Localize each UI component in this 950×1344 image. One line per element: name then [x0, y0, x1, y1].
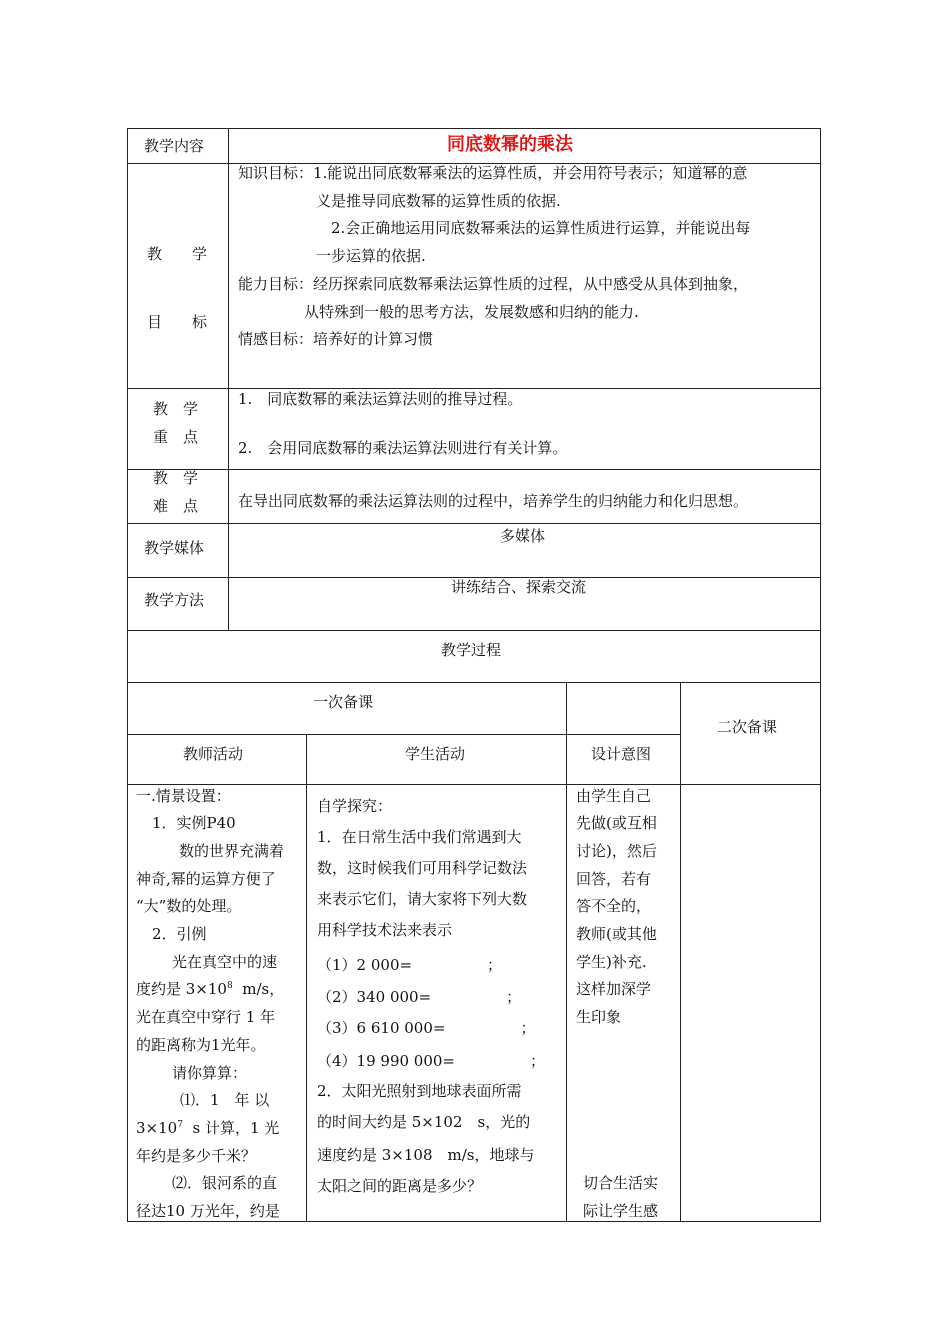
- teacher-line: 年约是多少千米？: [136, 1147, 257, 1165]
- design-line: 际让学生感: [583, 1202, 659, 1220]
- speed-value: 度约是 3×10: [136, 980, 227, 998]
- design-line: 答不全的，: [576, 897, 652, 915]
- student-line: 1．在日常生活中我们常遇到大: [317, 828, 522, 846]
- calc-value: 3×10: [136, 1119, 178, 1137]
- key-point-2: 2. 会用同底数幂的乘法运算法则进行有关计算。: [238, 439, 568, 457]
- table-border: [306, 734, 307, 1222]
- goal-ability-a: 能力目标：经历探索同底数幂乘法运算性质的过程，从中感受从具体到抽象，: [238, 275, 749, 293]
- teacher-line: 2．引例: [152, 925, 207, 943]
- teacher-line: 径达10 万光年，约是: [136, 1202, 280, 1220]
- key-label-1: 教 学: [153, 400, 199, 418]
- teacher-line: 光在真空中的速: [172, 953, 278, 971]
- teacher-line: 神奇,幂的运算方便了: [136, 870, 276, 888]
- design-line: 教师(或其他: [576, 925, 657, 943]
- table-border: [127, 128, 128, 1222]
- design-line: 先做(或互相: [576, 814, 657, 832]
- student-line: （3）6 610 000= ；: [317, 1019, 536, 1037]
- method-value: 讲练结合、探索交流: [451, 578, 587, 596]
- student-line: （4）19 990 000= ；: [317, 1052, 545, 1070]
- speed-unit: m/s，: [242, 980, 285, 998]
- student-line: 数，这时候我们可用科学记数法: [317, 859, 528, 877]
- design-line: 讨论)，然后: [576, 842, 657, 860]
- table-border: [820, 128, 821, 1222]
- goal-knowledge-1b: 义是推导同底数幂的运算性质的依据.: [316, 192, 561, 210]
- design-line: 学生)补充.: [576, 953, 647, 971]
- key-label-2: 重 点: [153, 428, 199, 446]
- student-line: （2）340 000= ；: [317, 988, 522, 1006]
- process-label: 教学过程: [441, 641, 502, 659]
- student-line: 速度约是 3×108 m/s，地球与: [317, 1146, 535, 1164]
- student-line: 太阳之间的距离是多少？: [317, 1177, 483, 1195]
- difficulty-label-1: 教 学: [153, 469, 199, 487]
- table-border: [680, 682, 681, 1222]
- calc-exponent: 7: [177, 1120, 183, 1130]
- student-line: 的时间大约是 5×102 s，光的: [317, 1113, 531, 1131]
- student-line: （1）2 000= ；: [317, 956, 503, 974]
- teacher-line: 1．实例P40: [152, 814, 236, 832]
- goal-emotion: 情感目标：培养好的计算习惯: [238, 330, 434, 348]
- table-border: [127, 734, 680, 735]
- teacher-activity-header: 教师活动: [183, 745, 244, 763]
- student-line: 用科学技术法来表示: [317, 921, 453, 939]
- teacher-line: ⑴．1 年 以: [180, 1091, 270, 1109]
- content-label: 教学内容: [144, 137, 205, 155]
- key-point-1: 1. 同底数幂的乘法运算法则的推导过程。: [238, 390, 523, 408]
- difficulty-label-2: 难 点: [153, 497, 199, 515]
- student-line: 2．太阳光照射到地球表面所需: [317, 1082, 522, 1100]
- design-line: 切合生活实: [583, 1174, 659, 1192]
- media-label: 教学媒体: [144, 539, 205, 557]
- design-line: 生印象: [576, 1008, 622, 1026]
- speed-exponent: 8: [226, 981, 233, 991]
- goal-knowledge-1a: 知识目标：1.能说出同底数幂乘法的运算性质，并会用符号表示；知道幂的意: [238, 164, 748, 182]
- first-prep-label: 一次备课: [313, 693, 374, 711]
- table-border: [566, 682, 567, 1222]
- student-line: 自学探究：: [317, 797, 393, 815]
- table-border: [127, 469, 821, 470]
- calc-unit: s 计算，1 光: [192, 1119, 280, 1137]
- goal-knowledge-2b: 一步运算的依据.: [316, 247, 426, 265]
- teacher-line-speed: [136, 978, 284, 1000]
- goal-ability-b: 从特殊到一般的思考方法，发展数感和归纳的能力.: [304, 303, 639, 321]
- goals-label-1: 教 学: [147, 245, 208, 263]
- design-line: 这样加深学: [576, 980, 652, 998]
- teacher-line: 光在真空中穿行 1 年: [136, 1008, 276, 1026]
- design-intent-header: 设计意图: [591, 745, 652, 763]
- teacher-line: “大”数的处理。: [136, 897, 242, 915]
- table-border: [228, 128, 229, 631]
- design-line: 回答，若有: [576, 870, 652, 888]
- student-line: 来表示它们，请大家将下列大数: [317, 890, 528, 908]
- second-prep-label: 二次备课: [717, 718, 778, 736]
- table-border: [127, 682, 821, 683]
- page-title: 同底数幂的乘法: [447, 134, 573, 155]
- teacher-line: 请你算算：: [172, 1064, 248, 1082]
- student-activity-header: 学生活动: [405, 745, 466, 763]
- design-line: 由学生自己: [576, 787, 652, 805]
- goals-label-2: 目 标: [147, 313, 208, 331]
- teacher-line: ⑵．银河系的直: [172, 1174, 278, 1192]
- table-border: [127, 630, 821, 631]
- media-value: 多媒体: [500, 527, 546, 545]
- teacher-line: 数的世界充满着: [179, 842, 285, 860]
- table-border: [127, 523, 821, 524]
- difficulty-text: 在导出同底数幂的乘法运算法则的过程中，培养学生的归纳能力和化归思想。: [238, 492, 749, 510]
- table-border: [127, 128, 821, 129]
- teacher-line: 的距离称为1光年。: [136, 1036, 266, 1054]
- teacher-line: 一.情景设置：: [136, 787, 231, 805]
- table-border: [127, 784, 821, 785]
- method-label: 教学方法: [144, 591, 205, 609]
- teacher-line-calc: [136, 1117, 279, 1139]
- goal-knowledge-2a: 2.会正确地运用同底数幂乘法的运算性质进行运算，并能说出每: [331, 219, 751, 237]
